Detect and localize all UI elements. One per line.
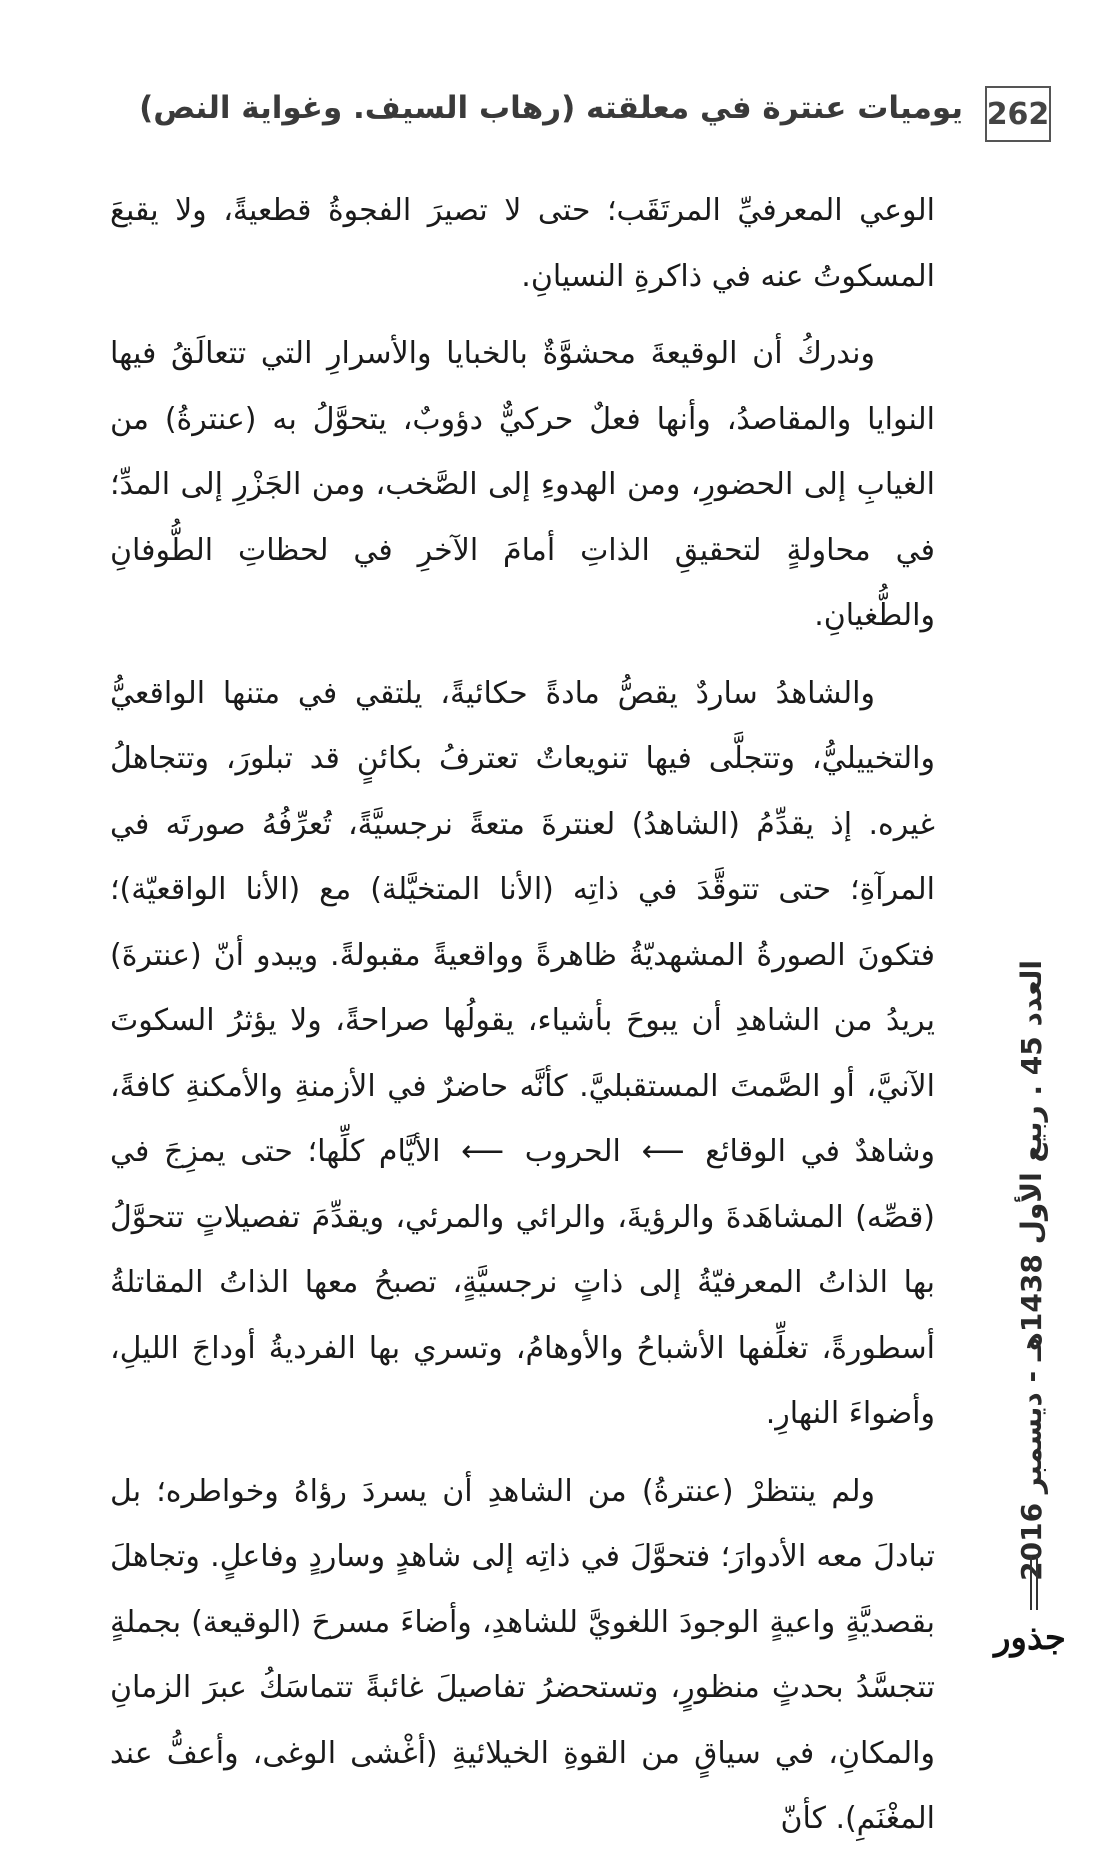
paragraph-2: وندركُ أن الوقيعةَ محشوَّةٌ بالخبايا والأسرارِ التي تتعالَقُ فيها النوايا والمقاصدُ، وأنها فعلٌ حركيٌّ دؤوبٌ، يتحوَّلُ به (عنترةُ) من الغيابِ إلى الحضورِ، ومن الهدوءِ إلى الصَّخب، ومن الجَزْرِ إلى المدِّ؛ في محاولةٍ لتحقيقِ الذاتِ أمامَ الآخرِ في لحظاتِ الطُّوفانِ والطُّغيانِ. bbox=[110, 336, 935, 633]
issue-sidebar bbox=[996, 959, 1066, 1581]
paragraph-1: الوعي المعرفيِّ المرتَقَب؛ حتى لا تصيرَ الفجوةُ قطعيةً، ولا يقبعَ المسكوتُ عنه في ذاكرةِ النسيانِ. bbox=[110, 193, 935, 294]
article-body bbox=[110, 178, 935, 1864]
running-title: يوميات عنترة في معلقته (رهاب السيف. وغواية النص) bbox=[139, 90, 963, 126]
journal-logo: جذور bbox=[994, 1618, 1066, 1658]
page-number: 262 bbox=[985, 86, 1051, 142]
paragraph-3: والشاهدُ ساردٌ يقصُّ مادةً حكائيةً، يلتقي في متنها الواقعيُّ والتخييليُّ، وتتجلَّى فيها تنويعاتٌ تعترفُ بكائنٍ قد تبلورَ، وتتجاهلُ غيره. إذ يقدِّمُ (الشاهدُ) لعنترةَ متعةً نرجسيَّةً، تُعرِّفُهُ صورتَه في المرآةِ؛ حتى تتوقَّدَ في ذاتِه (الأنا المتخيَّلة) مع (الأنا الواقعيّة)؛ فتكونَ الصورةُ المشهديّةُ ظاهرةً وواقعيةً مقبولةً. ويبدو أنّ (عنترةَ) يريدُ من الشاهدِ أن يبوحَ بأشياء، يقولُها صراحةً، ولا يؤثرُ السكوتَ الآنيَّ، أو الصَّمتَ المستقبليَّ. كأنَّه حاضرٌ في الأزمنةِ والأمكنةِ كافةً، وشاهدٌ في الوقائع ⟵ الحروب ⟵ الأيَّام كلِّها؛ حتى يمزِجَ في (قصِّه) المشاهَدةَ والرؤيةَ، والرائي والمرئي، ويقدِّمَ تفصيلاتٍ تتحوَّلُ بها الذاتُ المعرفيّةُ إلى ذاتٍ نرجسيَّةٍ، تصبحُ معها الذاتُ المقاتلةُ أسطورةً، تغلِّفها الأشباحُ والأوهامُ، وتسري بها الفرديةُ أوداجَ الليلِ، وأضواءَ النهارِ. bbox=[110, 675, 936, 1431]
left-arrow-icon: ⟵ bbox=[641, 1134, 685, 1169]
left-arrow-icon: ⟵ bbox=[461, 1134, 505, 1169]
issue-info: العدد 45 . ربيع الأول 1438هـ - ديسمبر 2016 bbox=[1014, 959, 1048, 1581]
sidebar-divider bbox=[1030, 1556, 1038, 1610]
paragraph-4: ولم ينتظرْ (عنترةُ) من الشاهدِ أن يسردَ رؤاهُ وخواطره؛ بل تبادلَ معه الأدوارَ؛ فتحوَّلَ في ذاتِه إلى شاهدٍ وساردٍ وفاعلٍ. وتجاهلَ بقصديَّةٍ واعيةٍ الوجودَ اللغويَّ للشاهدِ، وأضاءَ مسرحَ (الوقيعة) بجملةٍ تتجسَّدُ بحدثٍ منظورٍ، وتستحضرُ تفاصيلَ غائبةً تتماسَكُ عبرَ الزمانِ والمكانِ، في سياقٍ من القوةِ الخيلائيةِ (أغْشى الوغى، وأعفُّ عند المغْنَمِ). كأنّ bbox=[110, 1473, 935, 1836]
